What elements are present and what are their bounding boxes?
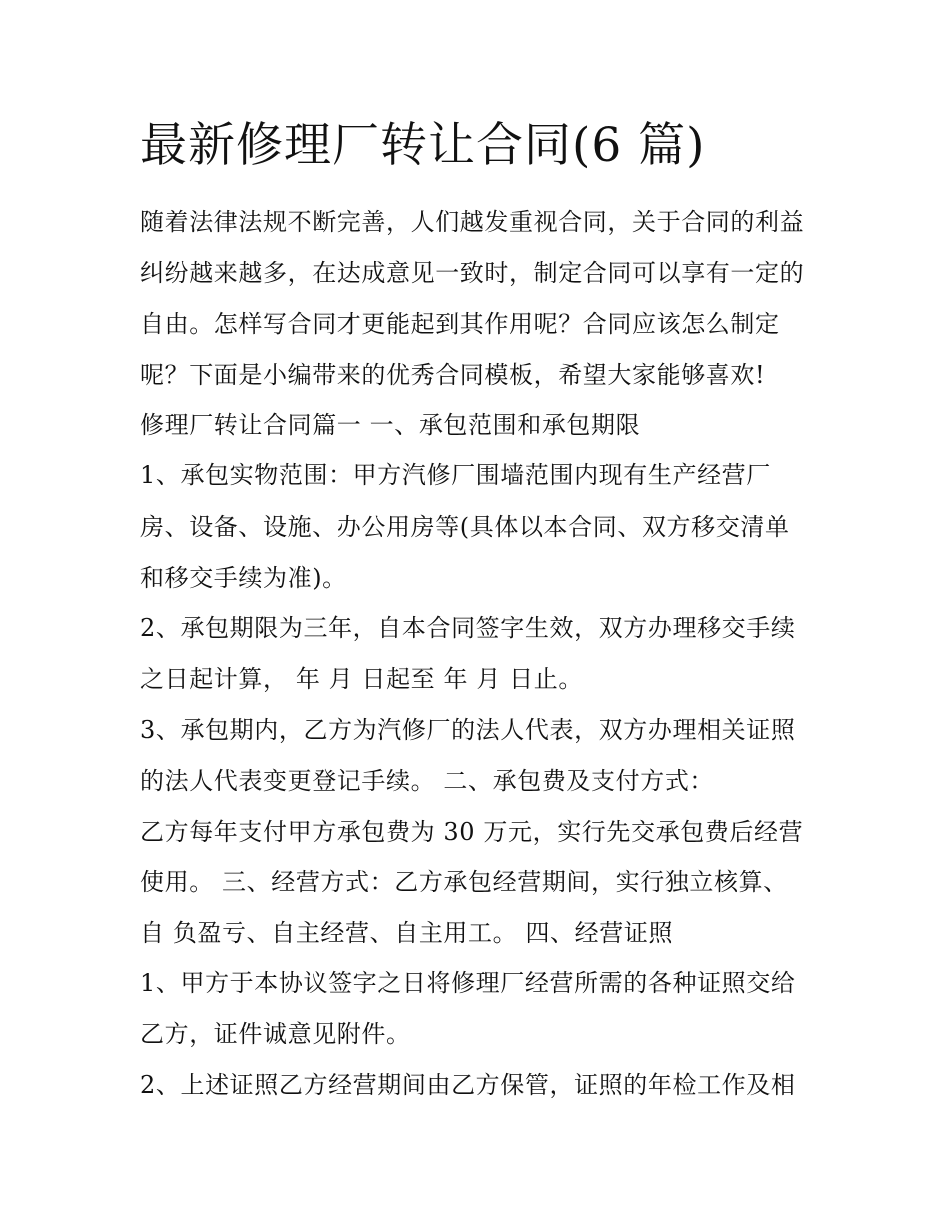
body-line: 3、承包期内，乙方为汽修厂的法人代表，双方办理相关证照 [140, 716, 796, 744]
body-line: 的法人代表变更登记手续。 二、承包费及支付方式： [140, 767, 715, 795]
body-line: 之日起计算， 年 月 日起至 年 月 日止。 [140, 665, 583, 693]
body-line: 呢？下面是小编带来的优秀合同模板，希望大家能够喜欢! [140, 361, 766, 389]
body-line: 和移交手续为准)。 [140, 564, 347, 592]
document-title: 最新修理厂转让合同(6 篇) [140, 118, 706, 173]
body-line: 自 负盈亏、自主经营、自主用工。 四、经营证照 [140, 919, 674, 947]
section-heading-line: 修理厂转让合同篇一 一、承包范围和承包期限 [140, 411, 641, 439]
body-line: 纠纷越来越多，在达成意见一致时，制定合同可以享有一定的 [140, 259, 805, 287]
body-line: 自由。怎样写合同才更能起到其作用呢？合同应该怎么制定 [140, 310, 780, 338]
body-line: 2、承包期限为三年，自本合同签字生效，双方办理移交手续 [140, 614, 796, 642]
body-line: 随着法律法规不断完善，人们越发重视合同，关于合同的利益 [140, 208, 805, 236]
body-line: 1、甲方于本协议签字之日将修理厂经营所需的各种证照交给 [140, 969, 796, 997]
body-line: 1、承包实物范围：甲方汽修厂围墙范围内现有生产经营厂 [140, 461, 771, 489]
body-line: 乙方，证件诚意见附件。 [140, 1020, 411, 1048]
body-line: 房、设备、设施、办公用房等(具体以本合同、双方移交清单 [140, 513, 790, 541]
body-line: 乙方每年支付甲方承包费为 30 万元，实行先交承包费后经营 [140, 818, 804, 846]
body-line: 2、上述证照乙方经营期间由乙方保管，证照的年检工作及相 [140, 1071, 796, 1099]
body-line: 使用。 三、经营方式：乙方承包经营期间，实行独立核算、 [140, 868, 788, 896]
